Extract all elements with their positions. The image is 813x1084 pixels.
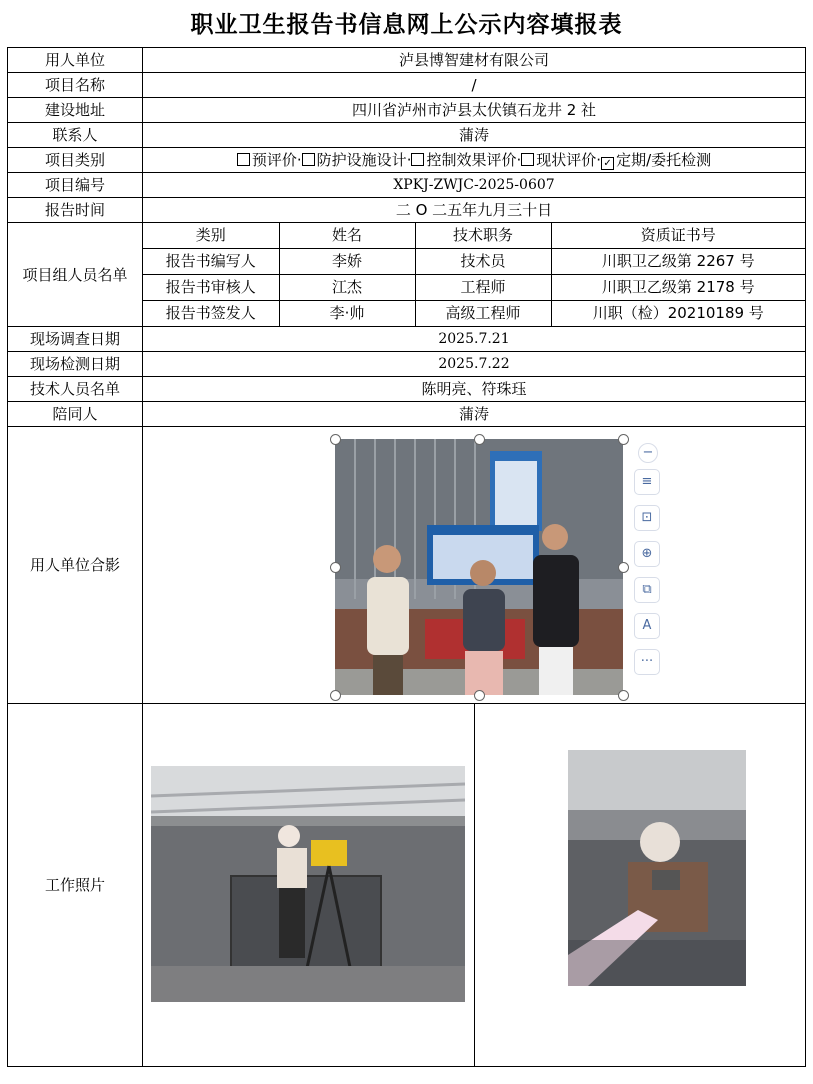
category-option[interactable]: 预评价 [237,151,297,169]
row-survey-date [8,327,806,352]
escort-value[interactable]: 蒲涛 [143,402,806,427]
category-label: 项目类别 [8,148,143,173]
project-name-value[interactable]: / [143,73,806,98]
team-title[interactable]: 技术员 [415,249,551,275]
team-header: 资质证书号 [551,223,805,249]
crop-icon[interactable]: ⊡ [634,505,660,531]
team-row [143,249,805,275]
address-label: 建设地址 [8,98,143,123]
row-project-no [8,173,806,198]
group-photo-label: 用人单位合影 [8,427,143,704]
team-header: 类别 [195,226,226,244]
more-icon[interactable]: ··· [634,649,660,675]
checkbox-icon[interactable] [237,153,250,166]
row-report-time [8,198,806,223]
technicians-value[interactable]: 陈明亮、符珠珏 [143,377,806,402]
category-option[interactable]: 防护设施设计 [302,151,407,169]
resize-handle[interactable] [474,434,485,445]
technicians-label: 技术人员名单 [8,377,143,402]
work-photo-1[interactable] [151,766,465,1002]
checkbox-icon[interactable] [521,153,534,166]
row-employer [8,48,806,73]
checkbox-icon[interactable] [302,153,315,166]
row-group-photo [8,427,806,704]
separator: · [406,151,412,169]
escort-label: 陪同人 [8,402,143,427]
work-photo-2[interactable] [568,750,746,986]
team-header: 姓名 [279,223,415,249]
project-no-value[interactable]: XPKJ-ZWJC-2025-0607 [143,173,806,198]
team-role[interactable]: 报告书编写人 [143,249,279,275]
row-technicians [8,377,806,402]
test-date-label: 现场检测日期 [8,352,143,377]
work-photos-cell [143,704,806,1067]
ocr-icon[interactable]: A [634,613,660,639]
row-work-photos [8,704,806,1067]
work-photos-label: 工作照片 [8,704,143,1067]
separator: · [516,151,522,169]
contact-value[interactable]: 蒲涛 [143,123,806,148]
group-photo-cell[interactable] [143,427,806,704]
resize-handle[interactable] [618,434,629,445]
group-photo-image[interactable] [335,439,623,695]
row-project-name [8,73,806,98]
team-row [143,301,805,327]
team-role[interactable]: 报告书签发人 [143,301,279,327]
category-option[interactable]: 控制效果评价 [411,151,516,169]
zoom-icon[interactable]: ⊕ [634,541,660,567]
survey-date-label: 现场调查日期 [8,327,143,352]
test-date-value[interactable]: 2025.7.22 [143,352,806,377]
row-category [8,148,806,173]
resize-handle[interactable] [330,562,341,573]
project-no-label: 项目编号 [8,173,143,198]
separator: · [596,151,602,169]
checkbox-checked-icon[interactable]: ✓ [601,157,614,170]
row-team [8,223,806,327]
report-time-value[interactable]: 二 O 二五年九月三十日 [143,198,806,223]
category-options [143,148,806,173]
team-role[interactable]: 报告书审核人 [143,275,279,301]
team-cert[interactable]: 川职卫乙级第 2267 号 [551,249,805,275]
team-name[interactable]: 江杰 [279,275,415,301]
team-header-row [143,223,805,249]
resize-handle[interactable] [618,690,629,701]
row-test-date [8,352,806,377]
employer-value[interactable]: 泸县博智建材有限公司 [143,48,806,73]
row-contact [8,123,806,148]
team-title[interactable]: 工程师 [415,275,551,301]
contact-label: 联系人 [8,123,143,148]
survey-date-value[interactable]: 2025.7.21 [143,327,806,352]
team-name[interactable]: 李·帅 [279,301,415,327]
text-wrap-icon[interactable]: ≡ [634,469,660,495]
row-address [8,98,806,123]
checkbox-icon[interactable] [411,153,424,166]
cell-divider [474,704,475,1066]
team-cert[interactable]: 川职（检）20210189 号 [551,301,805,327]
team-title[interactable]: 高级工程师 [415,301,551,327]
category-option[interactable]: 现状评价 [521,151,596,169]
team-cert[interactable]: 川职卫乙级第 2178 号 [551,275,805,301]
resize-handle[interactable] [330,434,341,445]
replace-image-icon[interactable]: ⧉ [634,577,660,603]
team-label: 项目组人员名单 [8,223,143,327]
page-title: 职业卫生报告书信息网上公示内容填报表 [190,12,623,38]
team-header: 技术职务 [415,223,551,249]
resize-handle[interactable] [474,690,485,701]
team-name[interactable]: 李娇 [279,249,415,275]
employer-label: 用人单位 [8,48,143,73]
team-table-cell [143,223,806,327]
row-escort [8,402,806,427]
address-value[interactable]: 四川省泸州市泸县太伏镇石龙井 2 社 [143,98,806,123]
team-row [143,275,805,301]
form-table [7,47,806,1067]
category-option[interactable]: ✓ 定期/委托检测 [601,151,711,169]
resize-handle[interactable] [618,562,629,573]
resize-handle[interactable] [330,690,341,701]
report-time-label: 报告时间 [8,198,143,223]
separator: · [296,151,302,169]
collapse-icon[interactable]: − [638,443,658,463]
project-name-label: 项目名称 [8,73,143,98]
team-table [143,223,805,326]
